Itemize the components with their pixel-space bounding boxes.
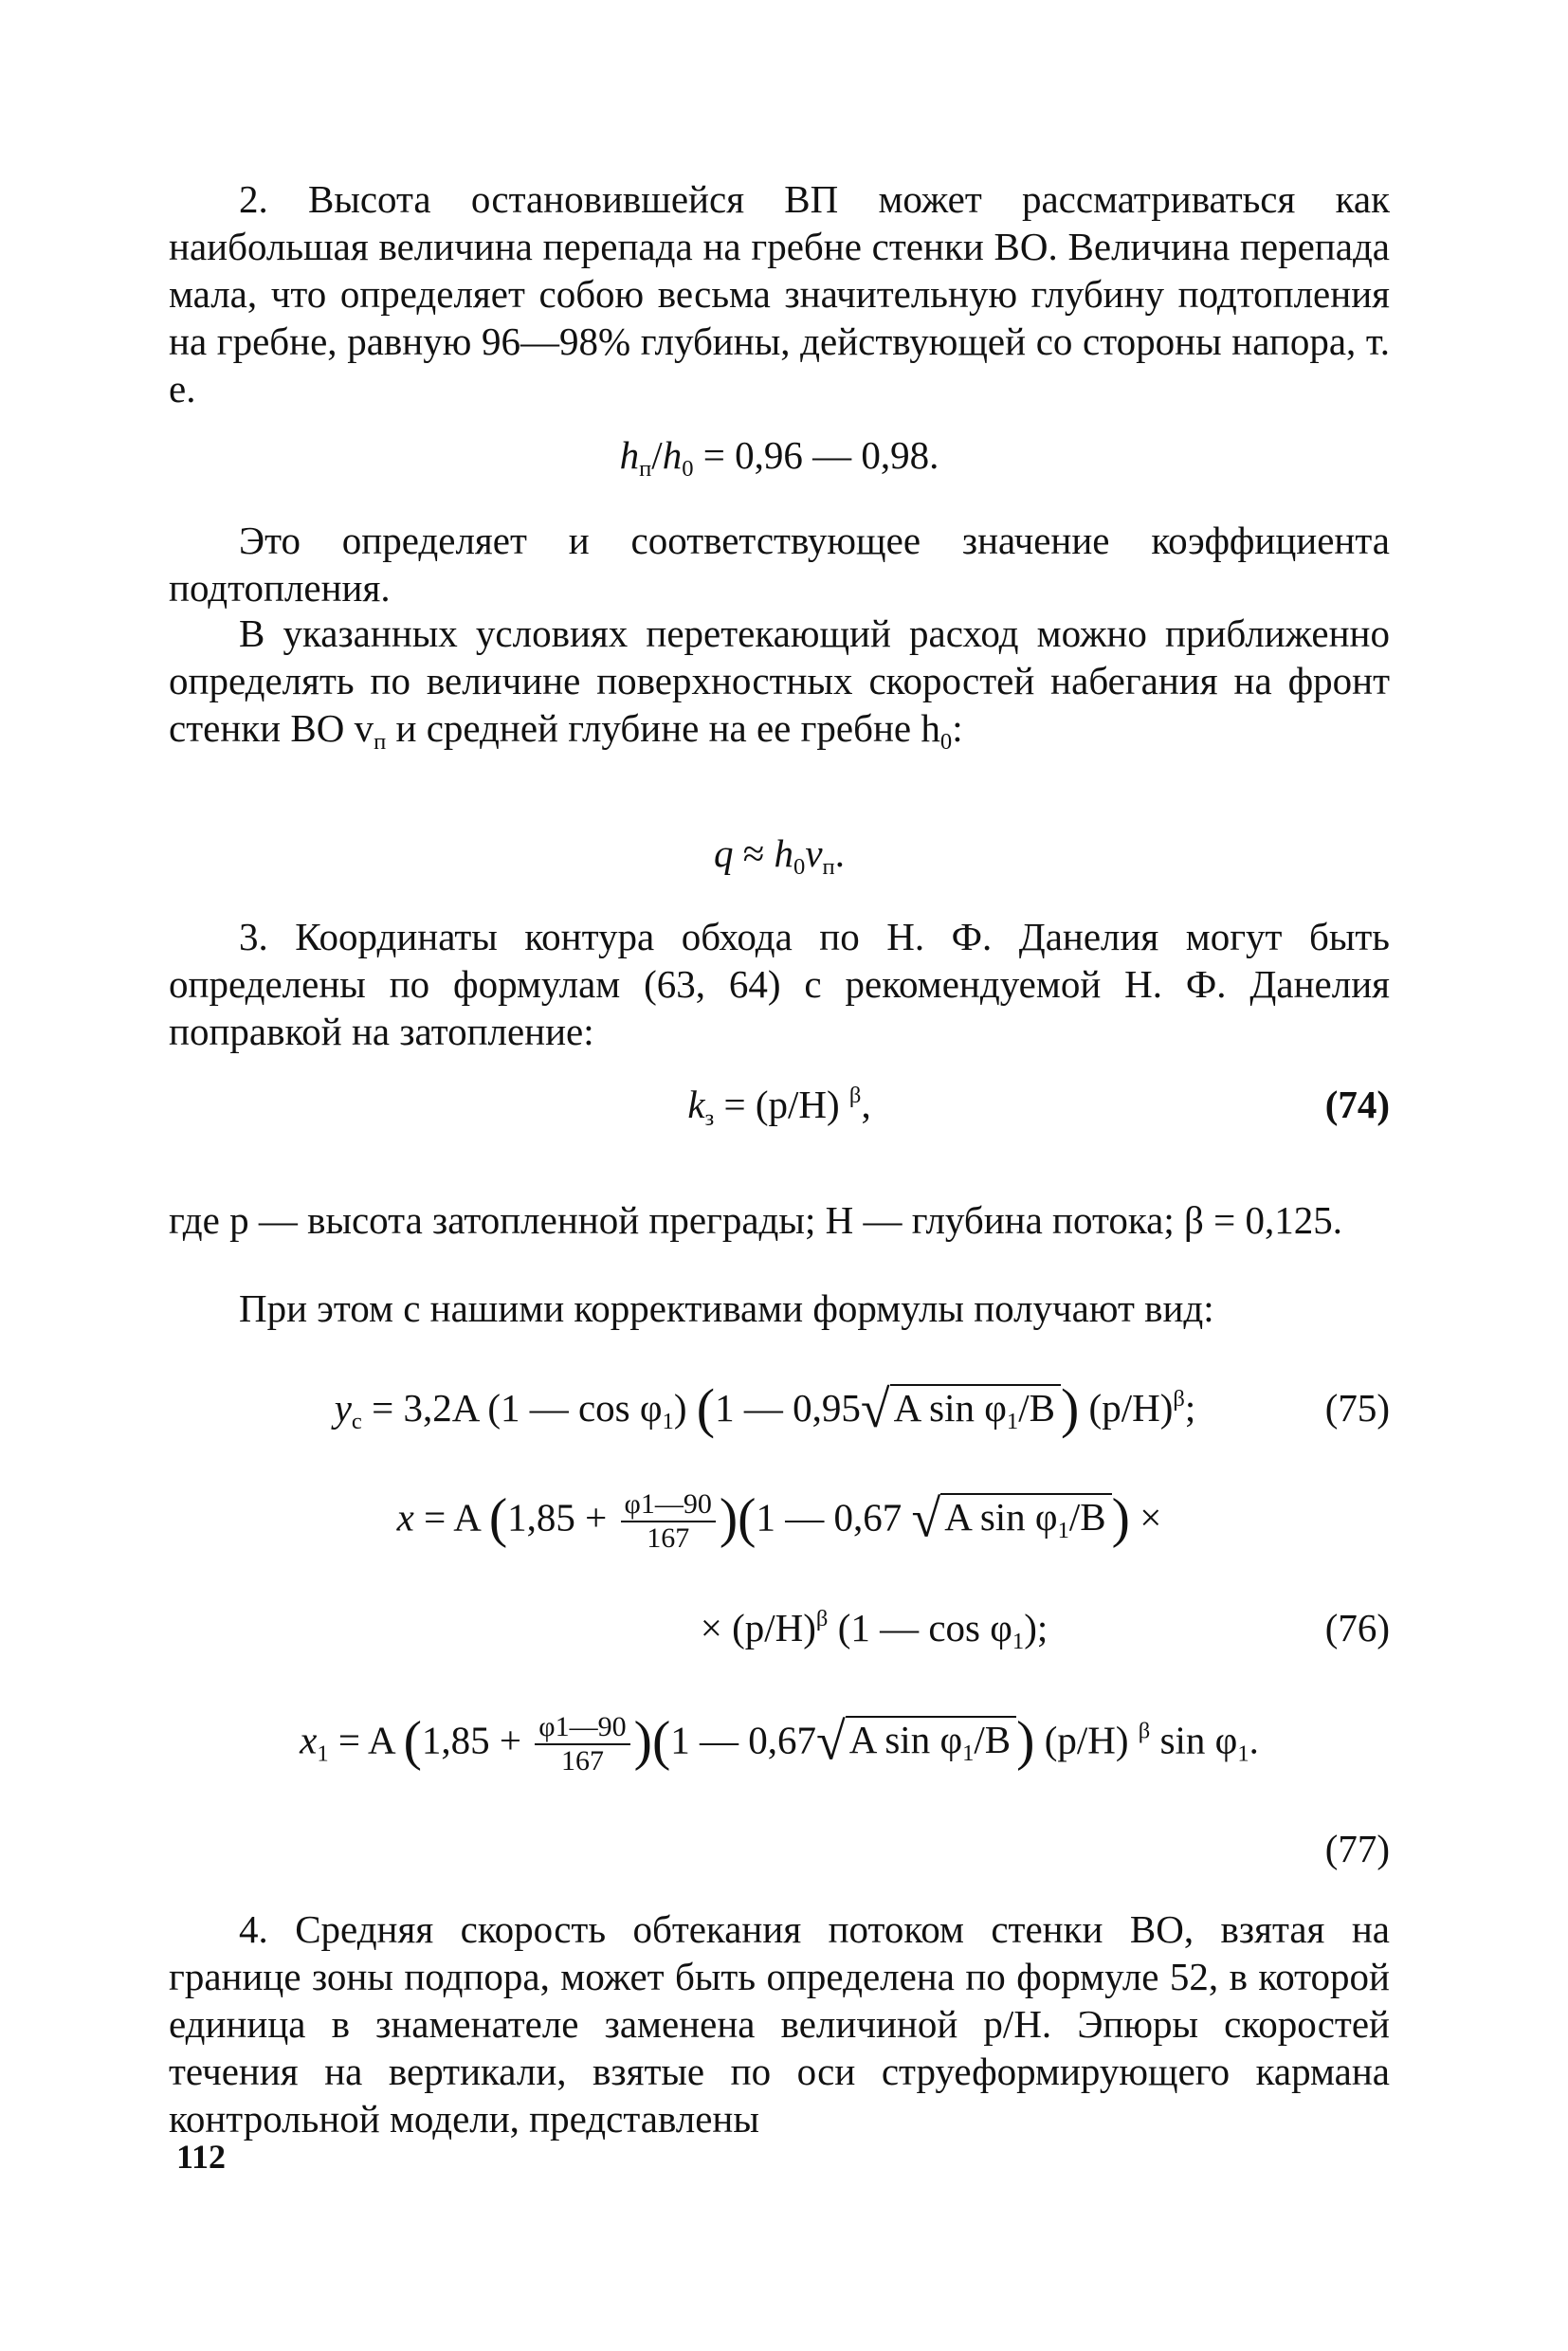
- equation-76-line-2: × $(p/H)^\beta$ (1 — $\cos \varphi_1$); (76): [700, 1606, 1390, 1654]
- paragraph-gde: где p — высота затопленной преграды; H — глубина потока; β = 0,125.: [169, 1198, 1342, 1242]
- paragraph-4: 4. Средняя скорость обтекания потоком стенки ВО, взятая на границе зоны подпора, может быть определена по формуле 52, в которой единица в знаменателе заменена величиной p/H. Эпюры скоростей течения на вертикали, взятые по оси струеформирующего кармана контрольной модели, представлены: [169, 1907, 1390, 2141]
- equation-75: $y_c = 3,2A$ (1 — $\cos \varphi_1$) (1 — 0,95√A $\sin \varphi_1/B$ ) $(p/H)^\beta$; (75): [334, 1377, 1390, 1439]
- equation-number-75: (75): [1324, 1386, 1390, 1430]
- radical-icon: √: [816, 1712, 846, 1772]
- equation-discharge: $q \approx h_0v_п$.: [714, 831, 845, 880]
- equation-number-77: (77): [1324, 1827, 1390, 1870]
- equation-number-76: (76): [1324, 1606, 1390, 1649]
- fraction: $\frac{\varphi 1—90}{167}$: [621, 1488, 716, 1555]
- equation-number-74: (74): [1324, 1083, 1390, 1126]
- paragraph-2: 2. Высота остановившейся ВП может рассматриваться как наибольшая величина перепада на гребне стенки ВО. Величина перепада мала, что определяет собою весьма значительную глубину подтопления на гребне, равную 96—98% глубины, действующей со стороны напора, т. е.: [169, 177, 1390, 410]
- fraction: $\frac{\varphi 1—90}{167}$: [535, 1711, 629, 1777]
- paragraph-3: 3. Координаты контура обхода по Н. Ф. Данелия могут быть определены по формулам (63, 64) с рекомендуемой Н. Ф. Данелия поправкой на затопление:: [169, 915, 1390, 1053]
- paragraph-pri-etom: При этом с нашими коррективами формулы получают вид:: [239, 1286, 1214, 1330]
- radical-icon: √: [860, 1380, 890, 1439]
- page-number: 112: [176, 2138, 227, 2176]
- radical-icon: √: [911, 1489, 941, 1549]
- equation-height-ratio: $h_п/h_0 = 0,96$ — 0,98.: [619, 433, 939, 482]
- paragraph-rashod: В указанных условиях перетекающий расход можно приближенно определять по величине поверхностных скоростей набегания на фронт стенки ВО $v_п$ и средней глубине на ее гребне $h_0$:: [169, 611, 1390, 755]
- equation-76-line-1: x = A (1,85 + $\frac{\varphi 1—90}{167}$ )(1 — 0,67 √A $\sin \varphi_1/B$ ) ×: [396, 1486, 1162, 1554]
- equation-74: $k_з = (p/H)$ $^\beta$, (74): [687, 1083, 1390, 1131]
- equation-77-number-row: [169, 1825, 1390, 1882]
- equation-77: $x_1 = A$ (1,85 + $\frac{\varphi 1—90}{167}$ )(1 — 0,67√A $\sin \varphi_1/B$ ) (p/H) $^\beta$ $\sin \varphi_1$.: [300, 1709, 1259, 1777]
- paragraph-podtoplenie: Это определяет и соответствующее значение коэффициента подтопления.: [169, 519, 1390, 610]
